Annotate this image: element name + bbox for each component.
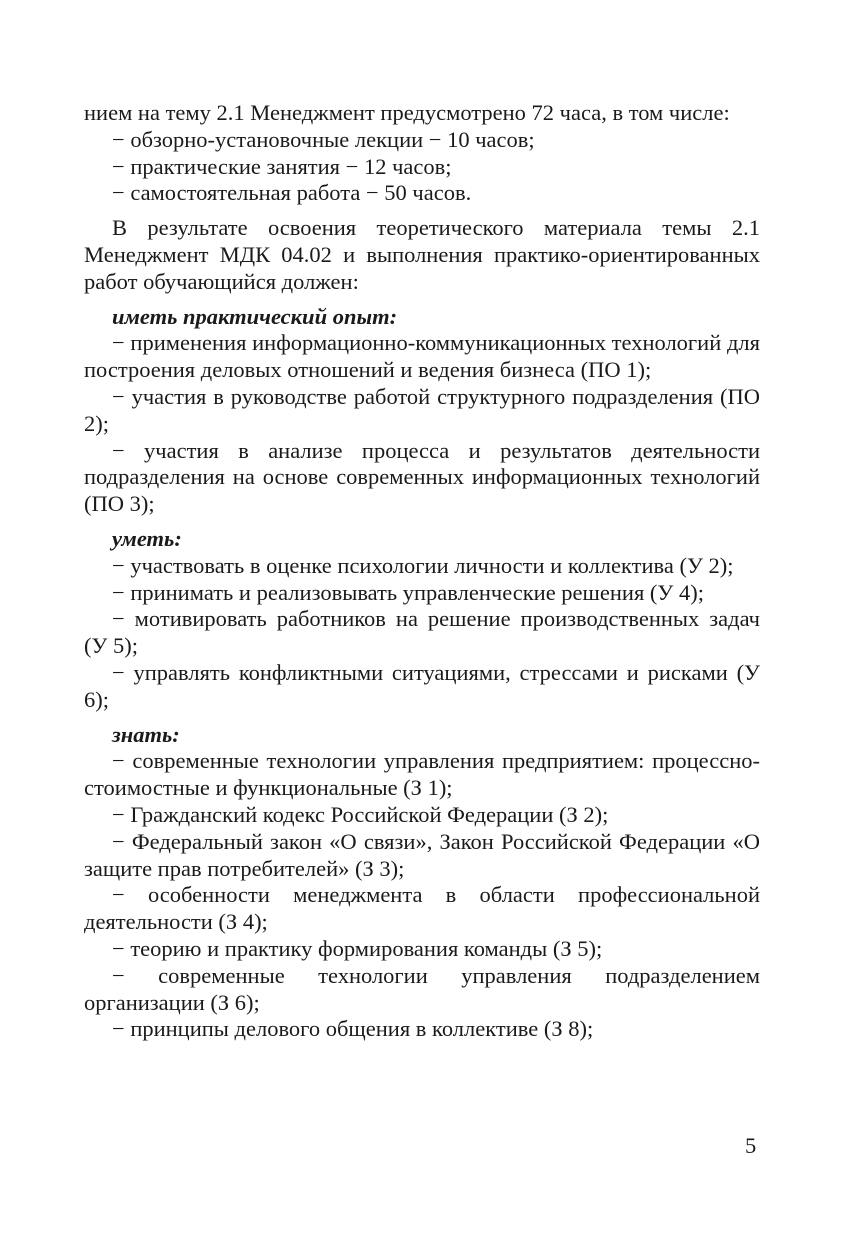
list-item: − практические занятия − 12 часов; <box>112 153 452 179</box>
list-item: − самостоятельная работа − 50 часов. <box>112 180 472 206</box>
section-heading-knowledge: знать: <box>112 721 180 747</box>
result-paragraph: В результате освоения теоретического материала темы 2.1 Менеджмент МДК 04.02 и выполнения практико-ориентированных работ обучающийся должен: <box>84 215 760 294</box>
page-number: 5 <box>745 1133 757 1158</box>
list-item: − особенности менеджмента в области профессиональной деятельности (З 4); <box>84 882 760 935</box>
list-item: − участия в анализе процесса и результатов деятельности подразделения на основе современных информационных технологий (ПО 3); <box>84 437 760 517</box>
list-item: − современные технологии управления предприятием: процессно-стоимостные и функциональные (З 1); <box>84 748 760 801</box>
list-item: − участвовать в оценке психологии личности и коллектива (У 2); <box>112 552 734 578</box>
section-heading-skills: уметь: <box>112 525 182 551</box>
list-item: − современные технологии управления подразделением организации (З 6); <box>84 962 760 1015</box>
list-item: − Федеральный закон «О связи», Закон Российской Федерации «О защите прав потребителей» (З 3); <box>84 828 760 881</box>
page-body <box>84 100 760 1043</box>
list-item: − Гражданский кодекс Российской Федерации (З 2); <box>112 801 609 827</box>
intro-paragraph: нием на тему 2.1 Менеджмент предусмотрено 72 часа, в том числе: <box>84 100 730 125</box>
list-item: − обзорно-установочные лекции − 10 часов; <box>112 126 535 152</box>
list-item: − управлять конфликтными ситуациями, стрессами и рисками (У 6); <box>84 659 760 712</box>
section-heading-experience: иметь практический опыт: <box>112 303 398 329</box>
list-item: − принципы делового общения в коллективе (З 8); <box>112 1016 594 1042</box>
list-item: − участия в руководстве работой структурного подразделения (ПО 2); <box>84 383 760 436</box>
list-item: − применения информационно-коммуникационных технологий для построения деловых отношений и ведения бизнеса (ПО 1); <box>84 330 760 383</box>
list-item: − теорию и практику формирования команды (З 5); <box>112 935 603 961</box>
list-item: − мотивировать работников на решение производственных задач (У 5); <box>84 606 760 659</box>
list-item: − принимать и реализовывать управленческие решения (У 4); <box>112 579 704 605</box>
